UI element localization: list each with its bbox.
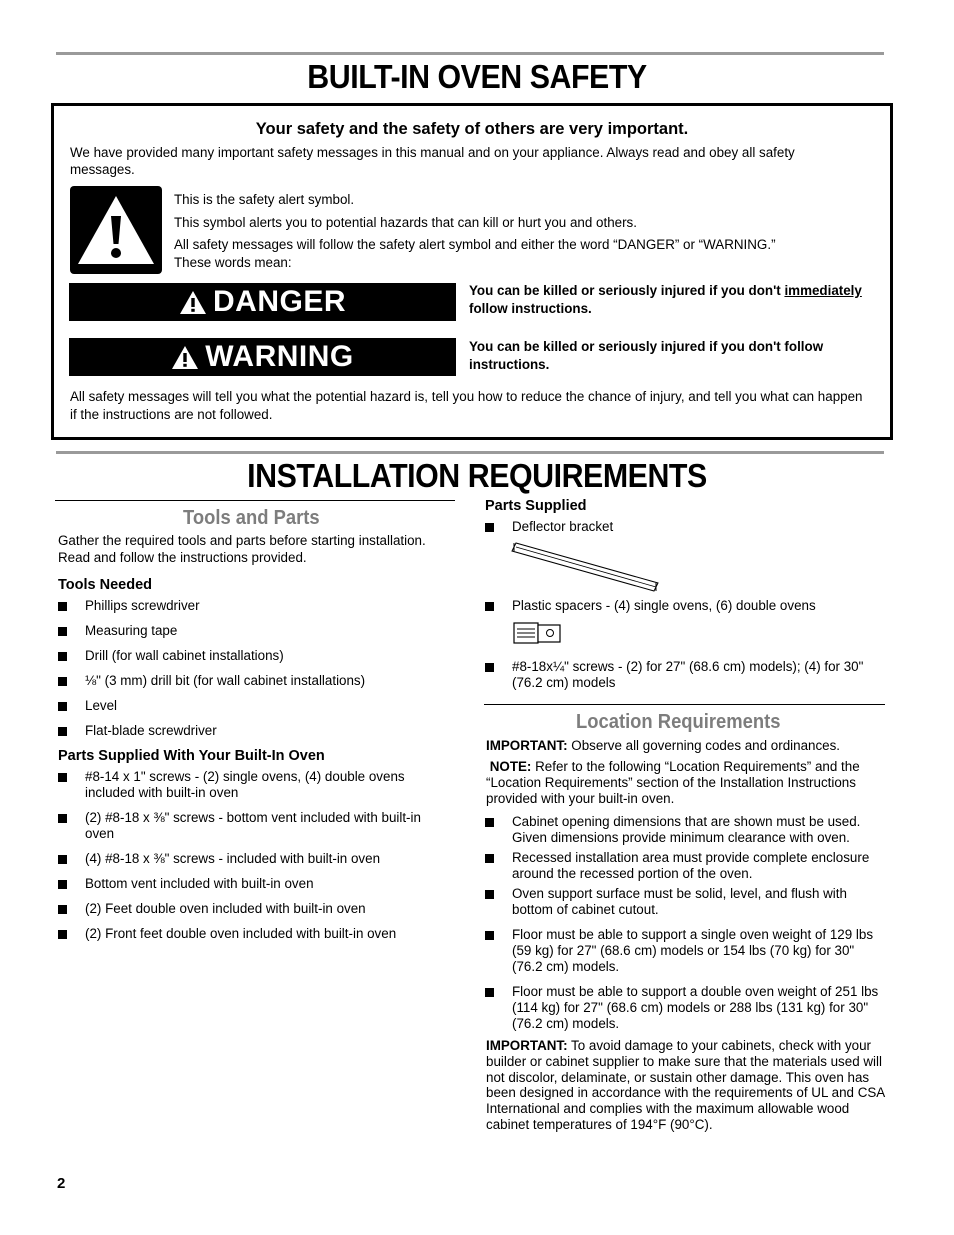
symbol-line-4: These words mean: [174,255,292,270]
page-number: 2 [57,1175,66,1192]
install-rule [56,451,884,454]
parts-supplied-list-2 [485,598,885,614]
tools-rule [55,500,455,501]
parts-supplied-heading: Parts Supplied [485,498,587,514]
location-important [486,737,886,754]
symbol-line-2: This symbol alerts you to potential hazards that can kill or hurt you and others. [174,215,637,230]
warning-label: WARNING [205,340,354,373]
warning-message: You can be killed or seriously injured if you don't follow instructions. [469,339,824,372]
location-rule [484,704,885,705]
tools-intro: Gather the required tools and parts before starting installation. Read and follow the instructions provided. [58,533,426,565]
note-text: Refer to the following “Location Requirements” and the “Location Requirements” section of the Installation Instructions provided with your built-in oven. [486,759,860,806]
parts-supplied-list-1 [485,519,885,535]
location-list [485,814,885,1032]
symbol-line-3: All safety messages will follow the safety alert symbol and either the word “DANGER” or “WARNING.” [174,237,776,252]
list-item: #8-14 x 1" screws - (2) single ovens, (4) double ovens included with built-in oven [58,769,428,801]
list-item: Recessed installation area must provide complete enclosure around the recessed portion of the oven. [485,850,885,882]
list-item: (4) #8-18 x ⅜" screws - included with built-in oven [58,851,428,867]
note-label: NOTE: [489,759,532,774]
install-title: INSTALLATION REQUIREMENTS [247,457,707,494]
list-item: Deflector bracket [485,519,885,535]
list-item: (2) Front feet double oven included with built-in oven [58,926,428,942]
tools-needed-list [58,598,448,739]
location-note [486,759,886,807]
top-rule [56,52,884,55]
list-item: Flat-blade screwdriver [58,723,448,739]
danger-label: DANGER [212,285,346,318]
danger-alert-icon [179,290,207,315]
parts-supplied-list-3 [485,659,885,691]
list-item: Oven support surface must be solid, level, and flush with bottom of cabinet cutout. [485,886,885,918]
warning-signal-bar [69,338,456,376]
safety-title: BUILT-IN OVEN SAFETY [307,58,647,95]
list-item: Floor must be able to support a single oven weight of 129 lbs (59 kg) for 27" (68.6 cm) models or 154 lbs (70 kg) for 30" (76.2 cm) models. [485,927,885,975]
list-item: Plastic spacers - (4) single ovens, (6) double ovens [485,598,885,614]
safety-alert-icon [70,186,162,274]
danger-message [469,282,884,318]
parts-with-oven-list [58,769,428,942]
danger-msg-emphasis: immediately [784,283,862,298]
safety-footer: All safety messages will tell you what the potential hazard is, tell you how to reduce the chance of injury, and tell you what can happen if the instructions are not followed. [70,389,863,422]
list-item: ⅛" (3 mm) drill bit (for wall cabinet installations) [58,673,448,689]
danger-signal-bar [69,283,456,321]
list-item: Cabinet opening dimensions that are shown must be used. Given dimensions provide minimum clearance with oven. [485,814,885,846]
danger-msg-pre: You can be killed or seriously injured if you don't [469,283,785,298]
list-item: (2) Feet double oven included with built-in oven [58,901,428,917]
list-item: Level [58,698,448,714]
important2-text: To avoid damage to your cabinets, check with your builder or cabinet supplier to make sure that the materials used will not discolor, delaminate, or sustain other damage. This oven has been designed in accordance with the requirements of UL and CSA International and complies with the maximum allowable wood cabinet temperatures of 194°F (90°C). [486,1038,885,1132]
list-item: #8-18x¼" screws - (2) for 27" (68.6 cm) models); (4) for 30" (76.2 cm) models [485,659,885,691]
warning-alert-icon [171,345,199,370]
parts-with-oven-heading: Parts Supplied With Your Built-In Oven [58,748,325,764]
tools-needed-heading: Tools Needed [58,577,152,593]
important2-label: IMPORTANT: [486,1038,568,1053]
plastic-spacer-icon [513,620,563,646]
deflector-bracket-icon [510,539,660,595]
list-item: Floor must be able to support a double oven weight of 251 lbs (114 kg) for 27" (68.6 cm) models or 288 lbs (131 kg) for 30" (76.2 cm) models. [485,984,885,1032]
danger-msg-post: follow instructions. [469,301,592,316]
list-item: (2) #8-18 x ⅜" screws - bottom vent included with built-in oven [58,810,428,842]
important-label: IMPORTANT: [486,738,568,753]
symbol-line-1: This is the safety alert symbol. [174,192,355,207]
list-item: Phillips screwdriver [58,598,448,614]
list-item: Measuring tape [58,623,448,639]
list-item: Drill (for wall cabinet installations) [58,648,448,664]
safety-box-heading: Your safety and the safety of others are very important. [255,120,689,138]
tools-and-parts-heading: Tools and Parts [183,507,320,529]
list-item: Bottom vent included with built-in oven [58,876,428,892]
location-important-2 [486,1038,890,1133]
safety-intro: We have provided many important safety messages in this manual and on your appliance. Always read and obey all safety messages. [70,145,795,177]
location-heading: Location Requirements [576,711,781,733]
important-text: Observe all governing codes and ordinances. [567,738,841,753]
